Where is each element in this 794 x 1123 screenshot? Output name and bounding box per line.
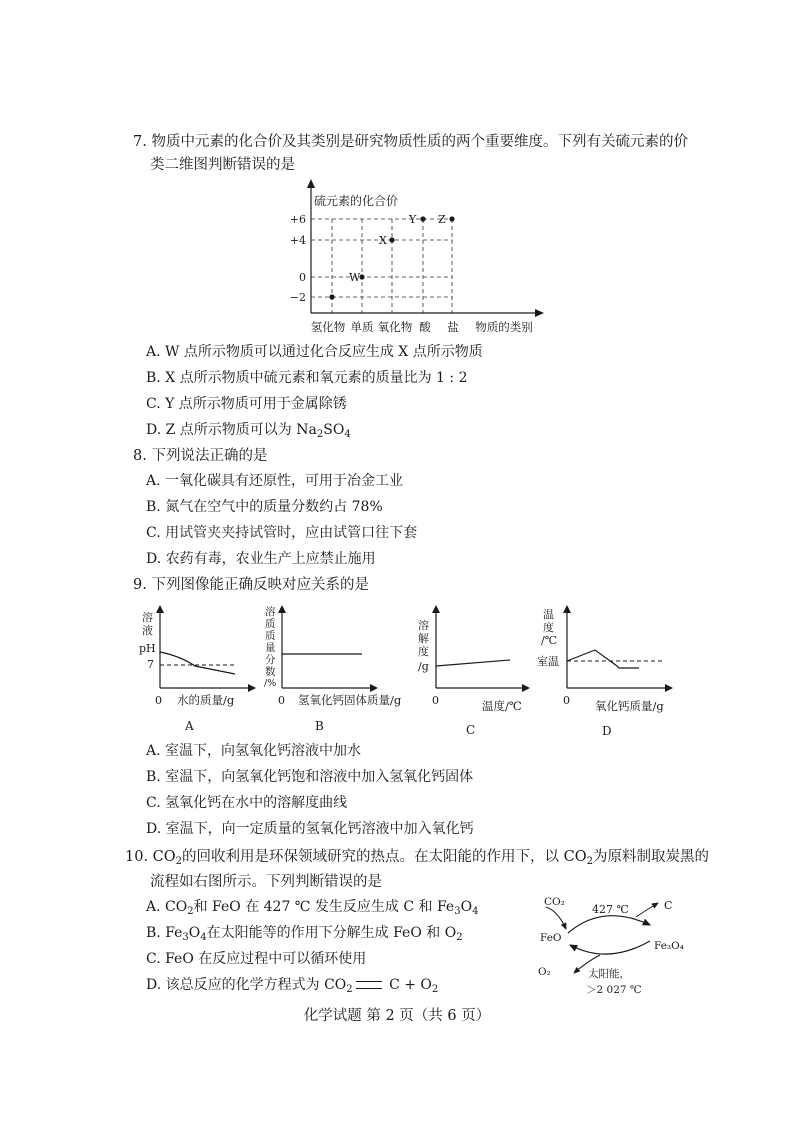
q10-option-d: D. 该总反应的化学方程式为 $CO_2$ $C + O_2$ (146, 977, 439, 995)
q9-option-c: C. 氢氧化钙在水中的溶解度曲线 (146, 795, 348, 811)
arrow-co2-in (546, 907, 566, 929)
graph-d-origin: 0 (563, 694, 570, 707)
graph-c-ylabel2: 解 (418, 632, 429, 645)
graph-c-ylabel4: /g (418, 660, 429, 673)
graph-a-ylabel1: 溶 (142, 611, 153, 624)
q8-stem: 8. 下列说法正确的是 (133, 448, 268, 464)
graph-a-origin: 0 (155, 694, 162, 707)
graph-c-ylabel3: 度 (418, 645, 429, 658)
y-axis-arrow (307, 179, 315, 188)
graph-d-ref: 室温 (537, 655, 559, 668)
graph-b-ylabel4: 量 (265, 642, 276, 654)
graph-a-ylabel3: pH (139, 642, 156, 655)
diagram-fe3o4: Fe₃O₄ (654, 940, 684, 952)
graph-d-ylabel2: 度 (543, 621, 554, 634)
q10-stem-line1: 10. $CO_2$的回收利用是环保领域研究的热点。在太阳能的作用下，以 $CO_2$为原料制取炭黑的 (125, 849, 709, 867)
y-axis-label: 硫元素的化合价 (314, 194, 399, 208)
x-axis-arrow (535, 309, 544, 317)
graph-d-ylabel3: /℃ (541, 634, 558, 647)
q9-graph-a (135, 604, 260, 734)
graph-c-origin: 0 (432, 694, 439, 707)
graph-b-ylabel5: 分 (265, 654, 276, 666)
point-x-label: X (379, 234, 387, 247)
graph-a-xlabel: 水的质量/g (177, 693, 235, 707)
graph-c-ylabel1: 溶 (418, 619, 429, 632)
q10-option-a: A. $CO_2$和 FeO 在 427 ℃ 发生反应生成 C 和 $Fe_3O_4$ (146, 899, 479, 917)
q9-graph-b (260, 604, 420, 734)
xcat-acid: 酸 (419, 320, 431, 334)
diagram-feo: FeO (540, 932, 562, 944)
q9-option-a: A. 室温下，向氢氧化钙溶液中加水 (146, 743, 362, 759)
q9-option-b: B. 室温下，向氢氧化钙饱和溶液中加入氢氧化钙固体 (146, 769, 474, 785)
diagram-c: C (664, 899, 673, 912)
diagram-solar: 太阳能， (588, 968, 630, 980)
graph-d-tag: D (602, 724, 612, 738)
point-z (449, 216, 454, 221)
ytick-0: 0 (299, 271, 306, 284)
xcat-element: 单质 (350, 320, 374, 334)
graph-b-origin: 0 (278, 694, 285, 707)
q9-option-d: D. 室温下，向一定质量的氢氧化钙溶液中加入氧化钙 (146, 821, 474, 837)
graph-d-ylabel1: 温 (543, 608, 554, 621)
diagram-hot: ＞2 027 ℃ (586, 984, 642, 996)
point-z-label: Z (438, 213, 446, 226)
graph-a-curve (160, 652, 235, 674)
graph-d-xlabel: 氧化钙质量/g (595, 699, 664, 713)
arc-top (568, 916, 650, 933)
xcat-oxide: 氧化物 (377, 320, 413, 334)
arrow-c-out (636, 903, 658, 917)
equation-equals-icon (356, 981, 382, 989)
diagram-o2: O₂ (538, 966, 551, 978)
q9-stem: 9. 下列图像能正确反映对应关系的是 (133, 577, 369, 593)
ytick-minus2: −2 (289, 291, 306, 304)
ytick-plus4: +4 (289, 234, 306, 247)
graph-c-line (436, 660, 510, 666)
ytick-plus6: +6 (289, 213, 306, 226)
q7-option-d: D. Z 点所示物质可以为 $Na_2SO_4$ (146, 422, 351, 440)
point-y-label: Y (409, 213, 417, 226)
diagram-temp: 427 ℃ (592, 903, 629, 916)
graph-a-ylabel2: 液 (142, 624, 153, 637)
point-w-label: W (349, 271, 361, 284)
graph-b-xlabel: 氢氧化钙固体质量/g (298, 693, 402, 707)
graph-d-curve (567, 650, 639, 668)
page-footer: 化学试题 第 2 页（共 6 页） (303, 1008, 491, 1024)
xcat-salt: 盐 (447, 320, 459, 334)
q7-valence-chart (280, 178, 550, 338)
point-hydride (329, 294, 334, 299)
q8-option-d: D. 农药有毒，农业生产上应禁止施用 (146, 551, 376, 567)
q7-option-a: A. W 点所示物质可以通过化合反应生成 X 点所示物质 (146, 344, 483, 360)
graph-a-tag: A (185, 719, 194, 733)
q7-stem-line2: 类二维图判断错误的是 (150, 157, 295, 173)
q10-stem-line2: 流程如右图所示。下列判断错误的是 (150, 874, 382, 890)
graph-c-tag: C (466, 723, 476, 734)
q9-graph-d (535, 604, 685, 739)
q8-option-a: A. 一氧化碳具有还原性，可用于冶金工业 (146, 473, 404, 489)
graph-b-ylabel6: 数 (265, 666, 276, 678)
q10-cycle-diagram (528, 893, 698, 1003)
q10-option-c: C. FeO 在反应过程中可以循环使用 (146, 951, 367, 967)
xcat-hydride: 氢化物 (310, 320, 346, 334)
point-x (389, 237, 394, 242)
q10-option-b: B. $Fe_3O_4$在太阳能等的作用下分解生成 FeO 和 $O_2$ (146, 925, 463, 943)
graph-b-tag: B (315, 719, 324, 733)
graph-a-ref: 7 (147, 658, 154, 671)
q7-option-c: C. Y 点所示物质可用于金属除锈 (146, 396, 347, 412)
graph-b-ylabel7: /% (264, 678, 277, 689)
graph-b-ylabel3: 质 (265, 630, 276, 642)
x-axis-label: 物质的类别 (475, 320, 533, 334)
arc-bottom (570, 941, 650, 954)
graph-b-ylabel2: 质 (265, 618, 276, 630)
diagram-co2: CO₂ (544, 896, 565, 908)
point-y (420, 216, 425, 221)
graph-b-ylabel1: 溶 (265, 606, 276, 618)
q7-option-b: B. X 点所示物质中硫元素和氧元素的质量比为 1 : 2 (146, 370, 468, 386)
q8-option-b: B. 氮气在空气中的质量分数约占 78% (146, 499, 383, 515)
graph-c-xlabel: 温度/℃ (482, 699, 522, 713)
q8-option-c: C. 用试管夹夹持试管时，应由试管口往下套 (146, 525, 418, 541)
q9-graph-c (412, 604, 537, 734)
q7-stem-line1: 7. 物质中元素的化合价及其类别是研究物质性质的两个重要维度。下列有关硫元素的价 (133, 134, 688, 150)
